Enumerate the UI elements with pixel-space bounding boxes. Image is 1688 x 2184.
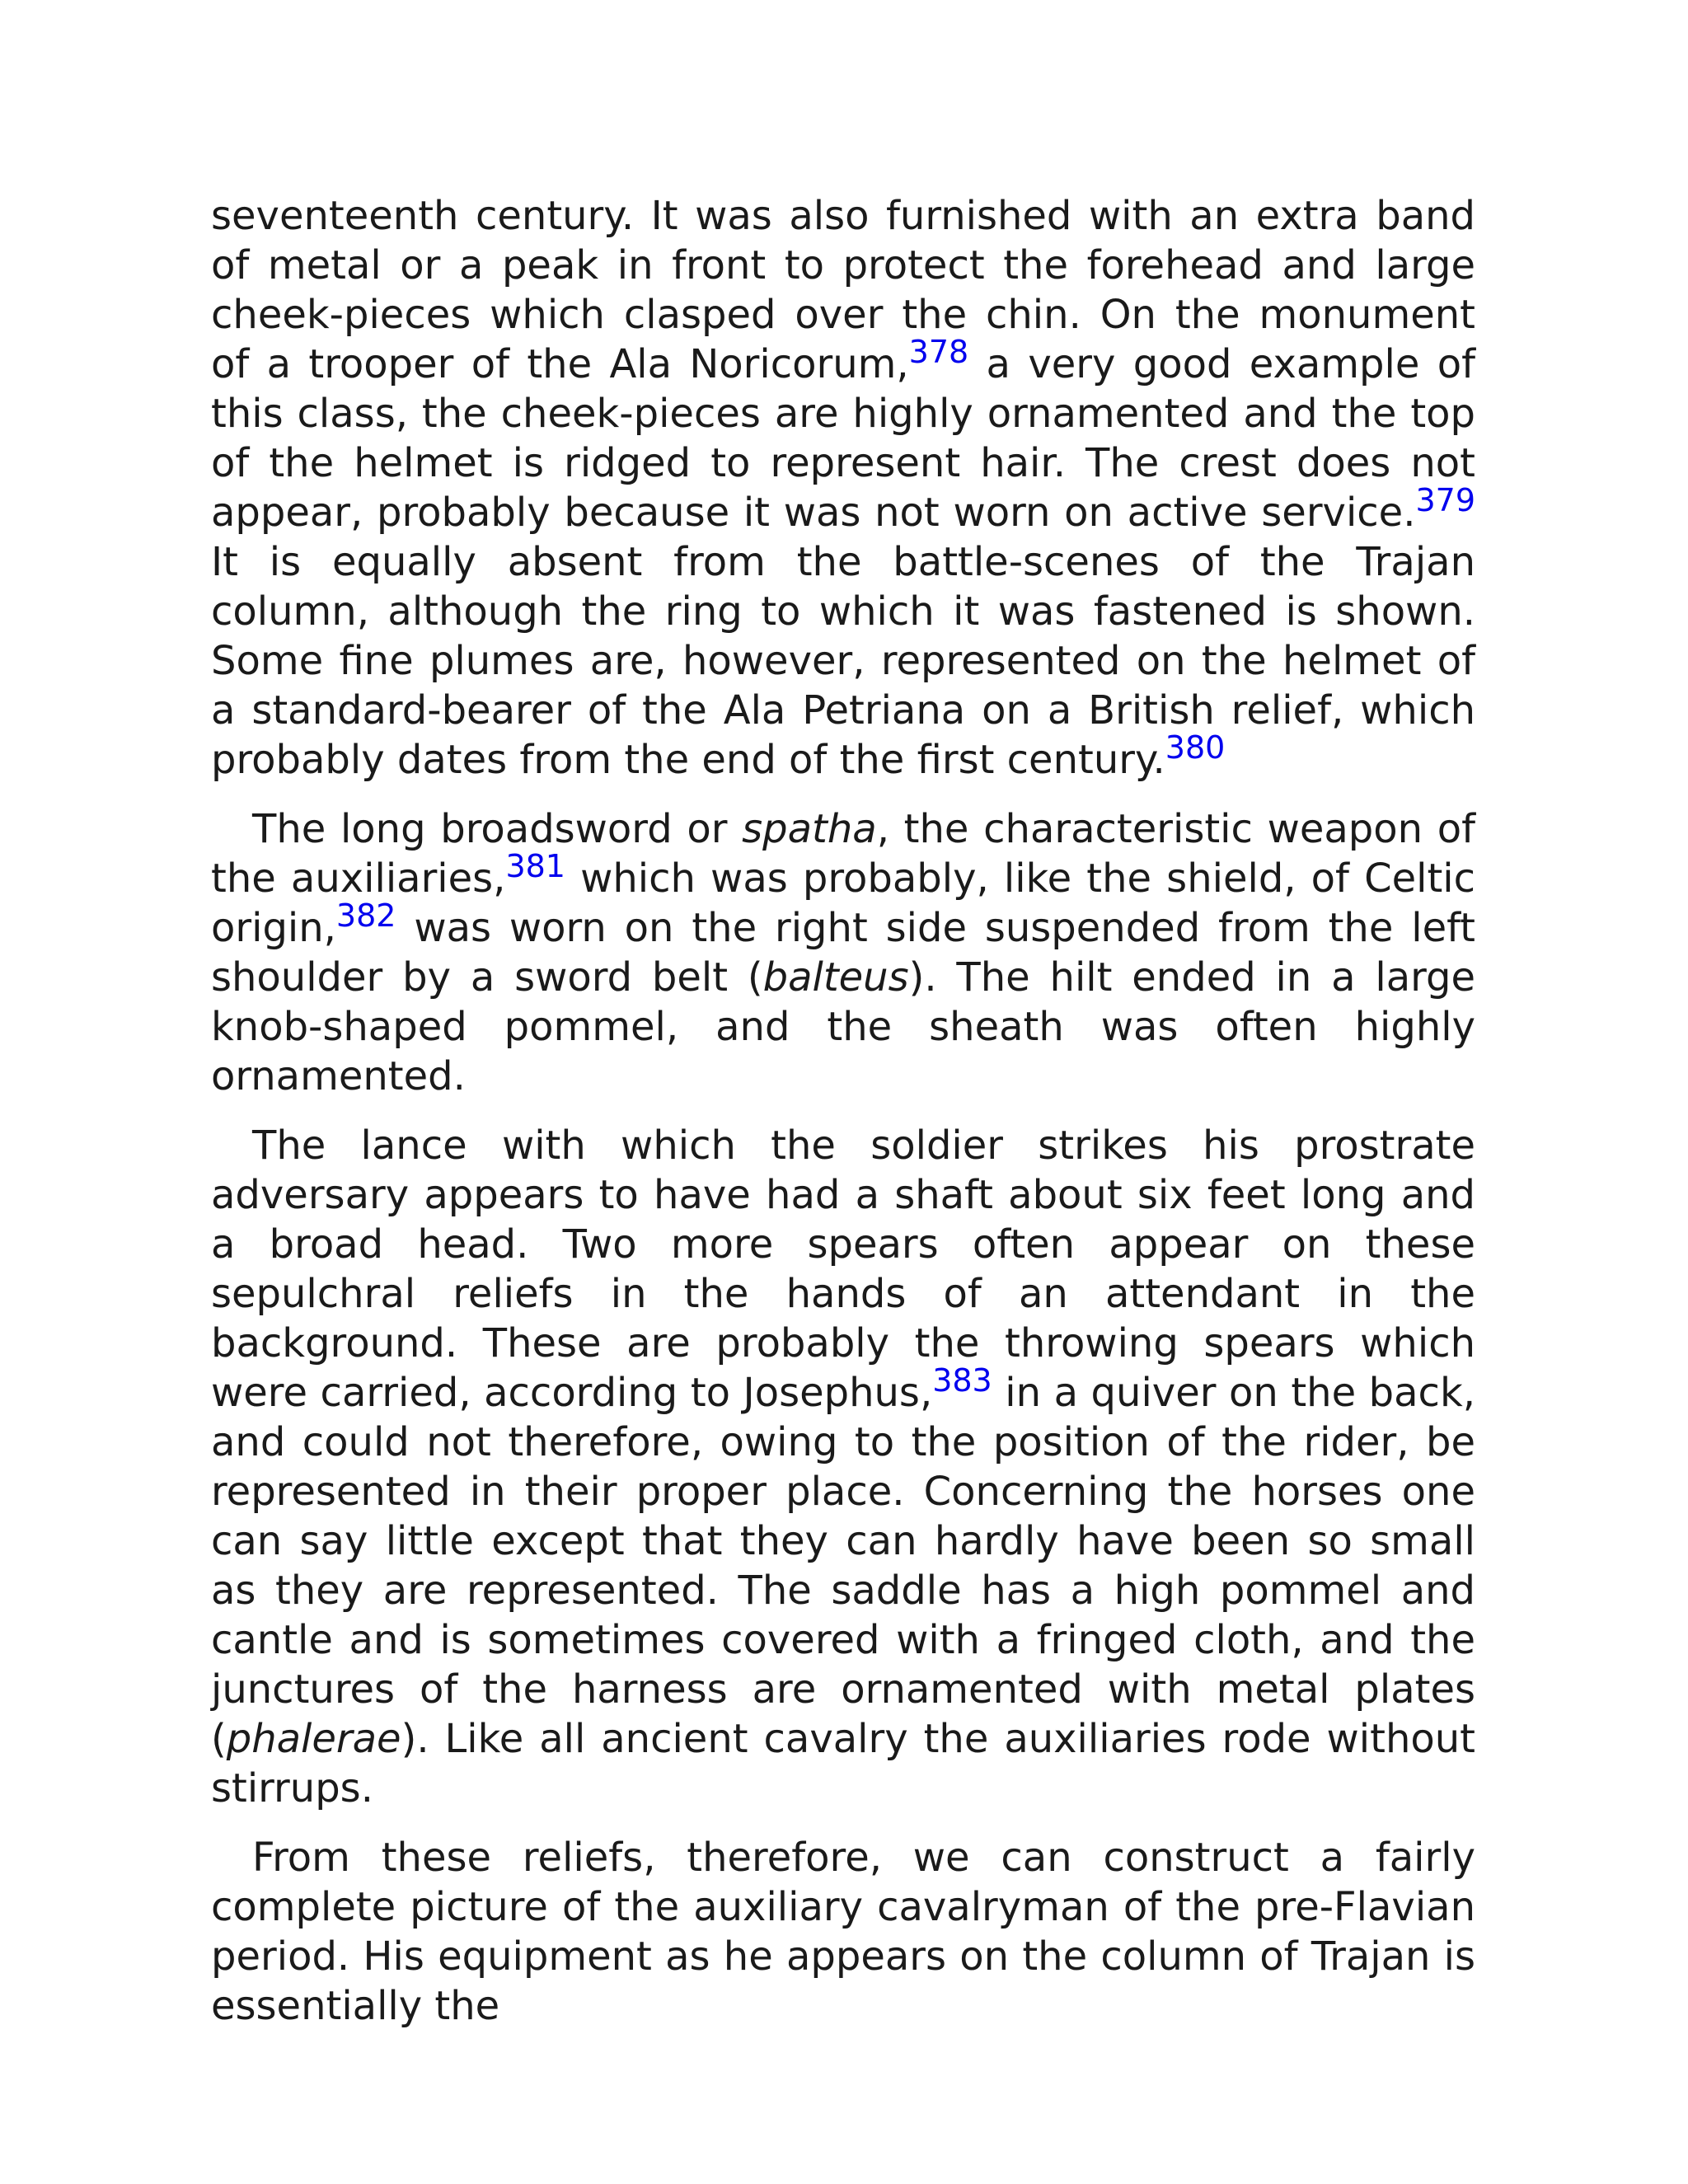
paragraph-4 — [211, 1833, 1475, 2031]
page-body — [211, 191, 1475, 2050]
paragraph-2 — [211, 804, 1475, 1101]
text-run: a very good example of this class, the cheek-pieces are highly ornamented and the top of the helmet is ridged to represent hair. The crest does not appear, probably because it was not worn on active service. — [211, 341, 1475, 536]
text-run: which was probably, like the shield, of Celtic origin, — [211, 855, 1475, 951]
text-run: It is equally absent from the battle-scenes of the Trajan column, although the ring to which it was fastened is shown. Some fine plumes are, however, represented on the helmet of a standard-bearer of the Ala Petriana on a British relief, which probably dates from the end of the first century. — [211, 539, 1475, 783]
text-run: ). Like all ancient cavalry the auxiliaries rode without stirrups. — [211, 1716, 1475, 1811]
footnote-link-378[interactable]: 378 — [908, 334, 969, 370]
text-run: From these reliefs, therefore, we can construct a fairly complete picture of the auxiliary cavalryman of the pre-Flavian period. His equipment as he appears on the column of Trajan is essentially the — [211, 1835, 1475, 2029]
footnote-link-381[interactable]: 381 — [505, 848, 565, 884]
footnote-link-382[interactable]: 382 — [335, 898, 396, 934]
text-run: seventeenth century. It was also furnished with an extra band of metal or a peak in front to protect the forehead and large cheek-pieces which clasped over the chin. On the monument of a trooper of the Ala Noricorum, — [211, 193, 1475, 387]
footnote-link-383[interactable]: 383 — [932, 1362, 992, 1399]
footnote-link-380[interactable]: 380 — [1165, 729, 1226, 766]
text-run: in a quiver on the back, and could not therefore, owing to the position of the rider, be represented in their proper place. Concerning the horses one can say little except that they can hardly have been so small as they are represented. The saddle has a high pommel and cantle and is sometimes covered with a fringed cloth, and the junctures of the harness are ornamented with metal plates ( — [211, 1370, 1475, 1762]
text-run: The lance with which the soldier strikes his prostrate adversary appears to have had a shaft about six feet long and a broad head. Two more spears often appear on these sepulchral reliefs in the hands of an attendant in the background. These are probably the throwing spears which were carried, according to Josephus, — [211, 1122, 1475, 1416]
text-run: The long broadsword or — [252, 806, 743, 852]
text-run: was worn on the right side suspended from the left shoulder by a sword belt ( — [211, 905, 1475, 1001]
paragraph-1 — [211, 191, 1475, 785]
text-run: ). The hilt ended in a large knob-shaped pommel, and the sheath was often highly ornamented. — [211, 954, 1475, 1099]
italic-term-balteus: balteus — [762, 954, 909, 1001]
footnote-link-379[interactable]: 379 — [1415, 482, 1475, 518]
text-run: , the characteristic weapon of the auxiliaries, — [211, 806, 1475, 902]
italic-term-phalerae: phalerae — [226, 1716, 401, 1762]
italic-term-spatha: spatha — [742, 806, 877, 852]
paragraph-3 — [211, 1121, 1475, 1813]
